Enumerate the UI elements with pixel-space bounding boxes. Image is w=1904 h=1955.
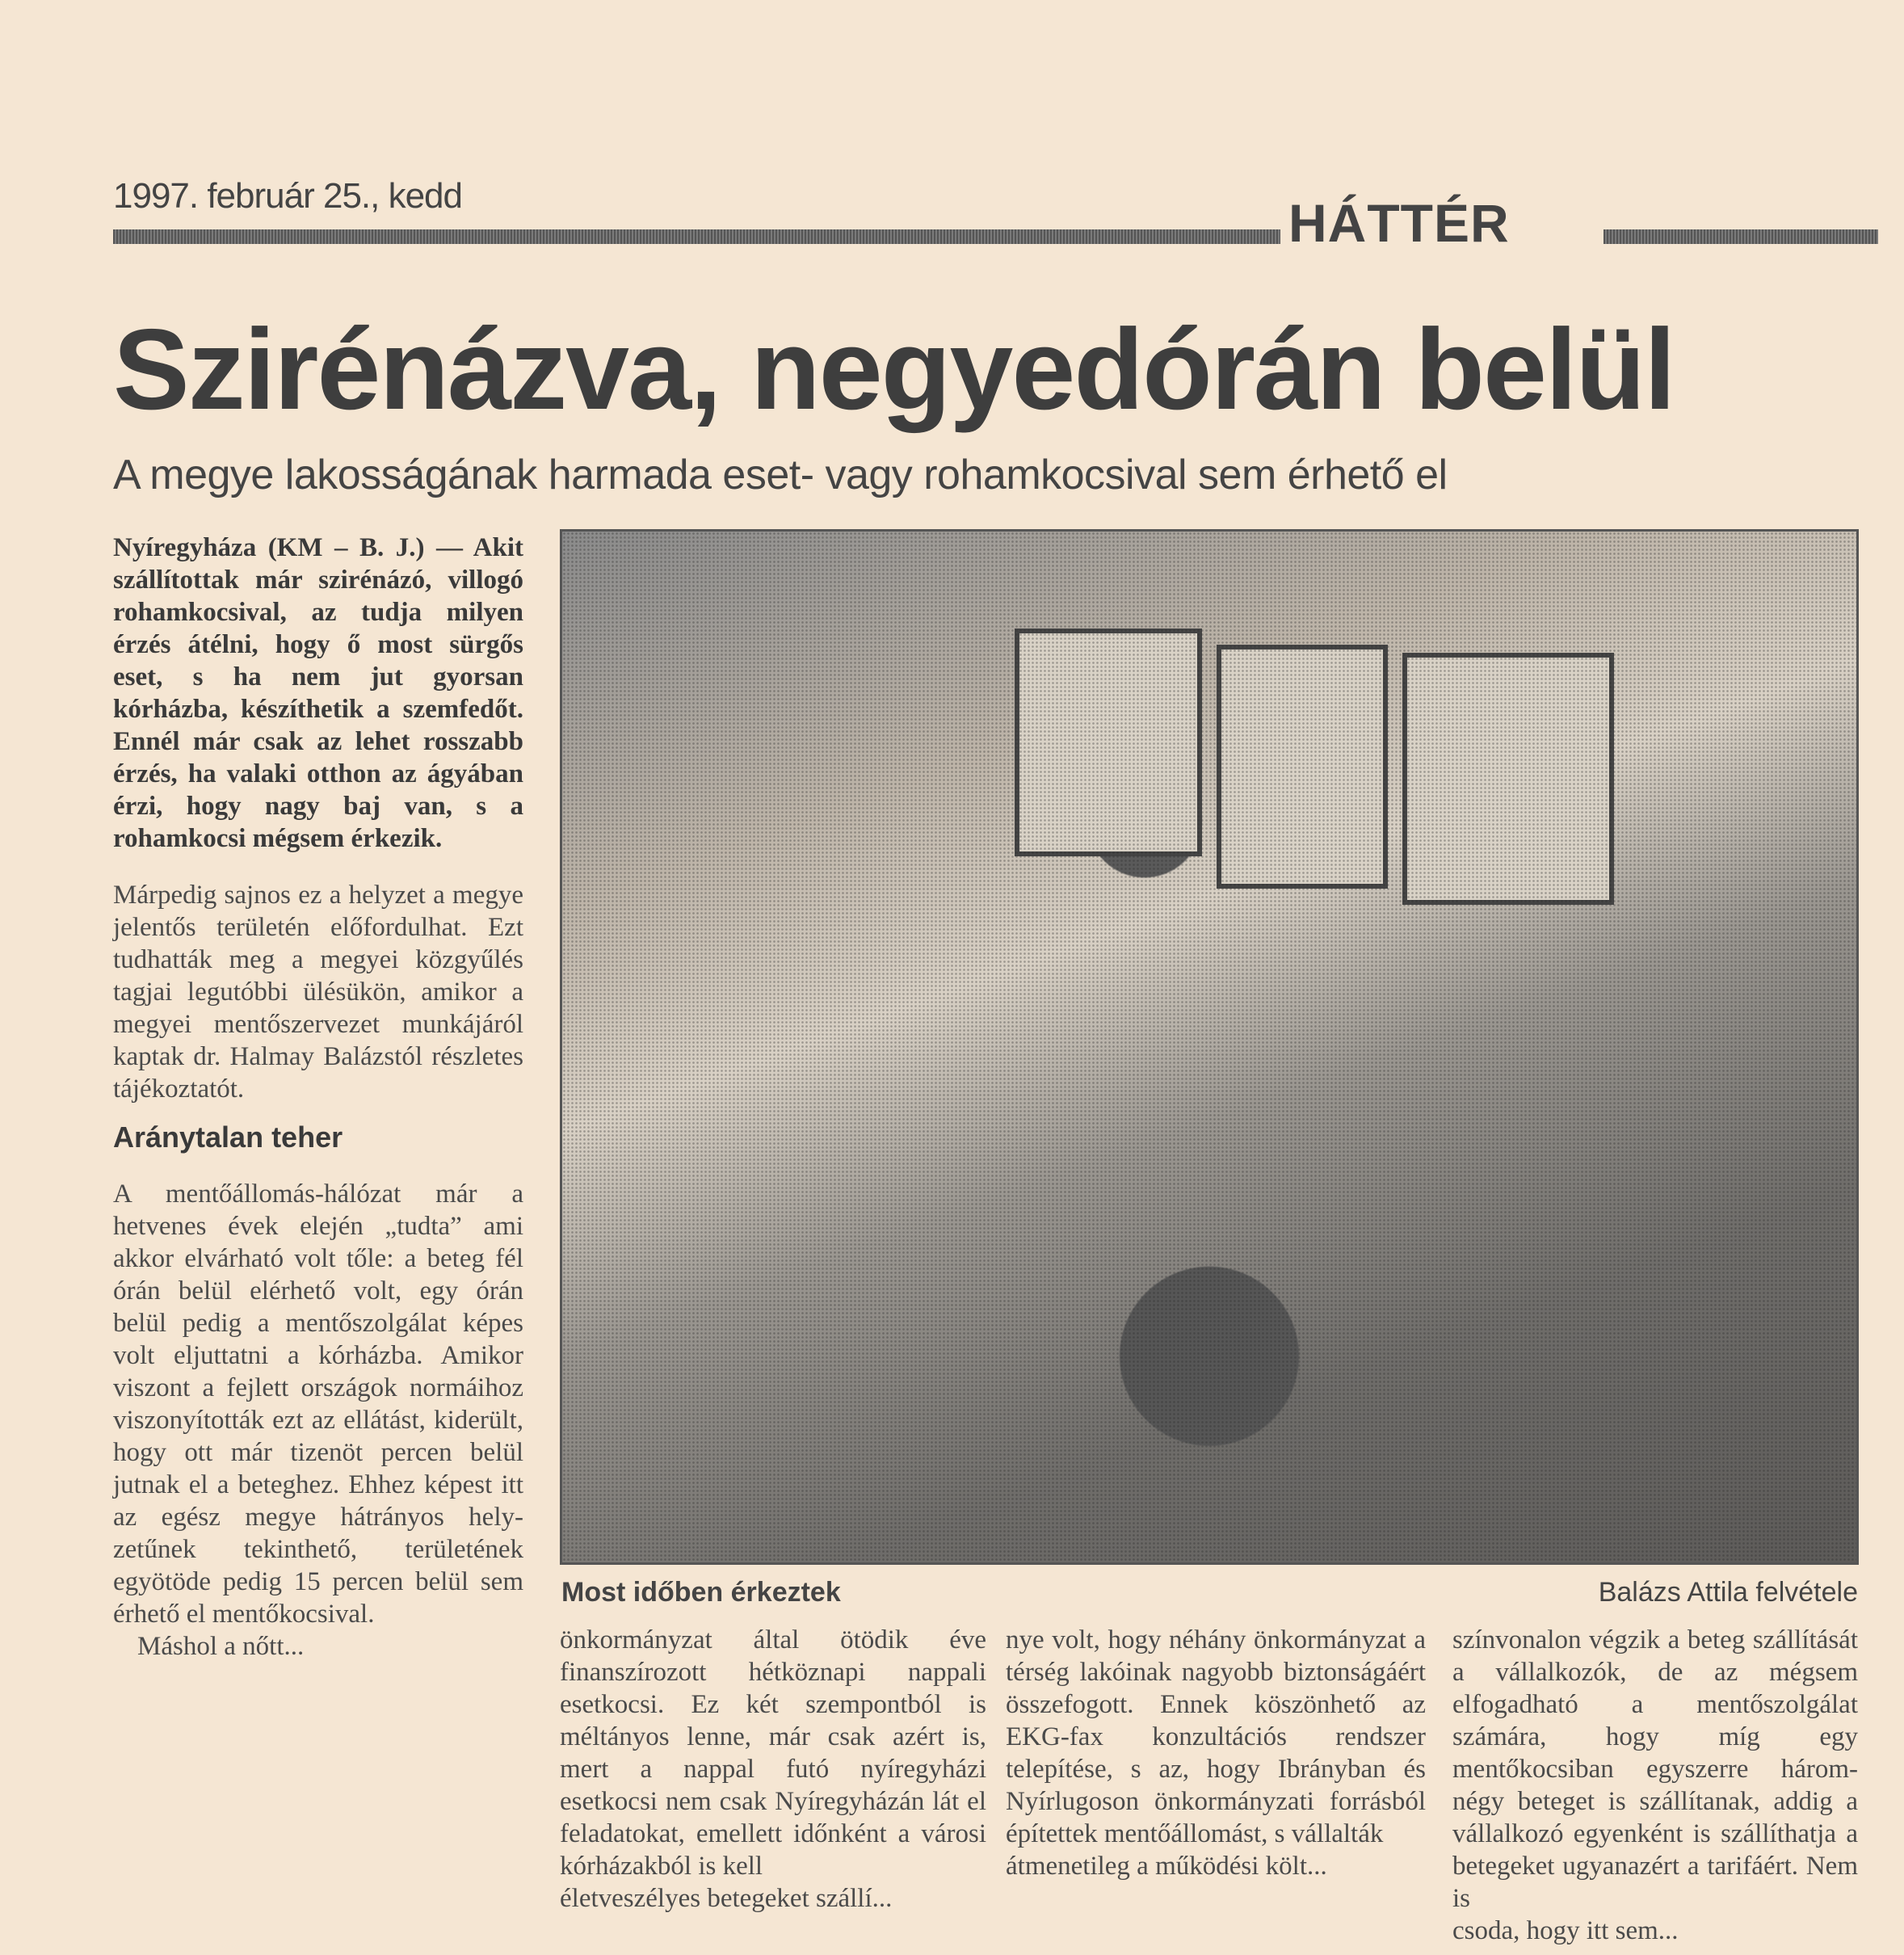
- column-4: [1452, 1624, 1858, 1947]
- photo-credit: Balázs Attila felvétele: [1598, 1577, 1858, 1608]
- dateline: 1997. február 25., kedd: [113, 176, 462, 216]
- photo-window: [1015, 629, 1202, 856]
- column-2: [560, 1624, 986, 1915]
- section-subtitle: Aránytalan teher: [113, 1120, 343, 1154]
- spacer: [113, 855, 523, 879]
- lead-paragraph: Nyíregyháza (KM – B. J.) — Akit szállítottak már szirénázó, villogó rohamkocsival, az tudja milyen érzés átélni, hogy ő most sürgős eset, s ha nem jut gyorsan kórházba, készíthetik a szemfedőt. Ennél már csak az lehet rosszabb érzés, ha valaki otthon az ágyában érzi, hogy nagy baj van, s a rohamkocsi mégsem érkezik.: [113, 533, 523, 853]
- paragraph-cut: átmenetileg a működési költ...: [1006, 1852, 1327, 1881]
- paragraph-cut: csoda, hogy itt sem...: [1452, 1916, 1679, 1945]
- section-label: HÁTTÉR: [1288, 193, 1510, 253]
- paragraph: A mentőállomás-hálózat már a hetvenes évek elején „tudta” ami akkor elvárható volt tőle: a beteg fél órán belül elérhető volt, egy órán belül pedig a mentőszolgálat képes volt eljuttatni a kórházba. Amikor viszont a fejlett országok normáihoz viszonyították ezt az ellátást, kiderült, hogy ott már tizenöt percen belül jutnak el a beteghez. Ehhez képest itt az egész megye hátrányos helyzetűnek tekinthető, területének egyötöde pedig 15 percen belül sem érhető el mentőkocsival.: [113, 1179, 523, 1629]
- paragraph: önkormányzat által ötödik éve finanszírozott hétköznapi nappali esetkocsi. Ez két szempontból is méltányos lenne, már csak azért is, mert a nappal futó nyíregyházi esetkocsi nem csak Nyíregyházán lát el feladatokat, emellett időnként a városi kórházakból is kell: [560, 1625, 986, 1881]
- headline: Szirénázva, negyedórán belül: [113, 305, 1675, 434]
- paragraph-cut: Máshol a nőtt...: [137, 1632, 305, 1661]
- column-1: [113, 532, 523, 1663]
- paragraph: Márpedig sajnos ez a helyzet a megye jelentős területén előfordulhat. Ezt tudhatták meg a megyei közgyűlés tagjai legutóbbi ülésükön, amikor a megyei mentőszervezet munkájáról kaptak dr. Halmay Balázstól részletes tájékoztatót.: [113, 881, 523, 1104]
- header-rule-right: [1603, 229, 1878, 244]
- photo-window: [1217, 645, 1388, 889]
- subheadline: A megye lakosságának harmada eset- vagy rohamkocsival sem érhető el: [113, 452, 1448, 498]
- header-rule-left: [113, 229, 1280, 244]
- photo-window: [1402, 653, 1614, 905]
- paragraph: nye volt, hogy néhány önkormányzat a térség lakóinak nagyobb biztonságáért összefogott. Ennek köszönhető az EKG-fax konzultációs rendszer telepítése, s az, hogy Ibrányban és Nyírlugoson önkormányzati forrásból építettek mentőállomást, s vállalták: [1006, 1625, 1426, 1848]
- column-3: [1006, 1624, 1426, 1882]
- article-photo: [560, 529, 1859, 1565]
- paragraph: színvonalon végzik a beteg szállítását a vállalkozók, de az mégsem elfogadható a mentőszolgálat számára, hogy míg egy mentőkocsiban egyszerre három-négy beteget is szállítanak, addig a vállalkozó egyenként is szállíthatja a betegeket ugyanazért a tarifáért. Nem is: [1452, 1625, 1858, 1913]
- paragraph-cut: életveszélyes betegeket szállí...: [560, 1884, 893, 1913]
- photo-caption: Most időben érkeztek: [561, 1577, 841, 1608]
